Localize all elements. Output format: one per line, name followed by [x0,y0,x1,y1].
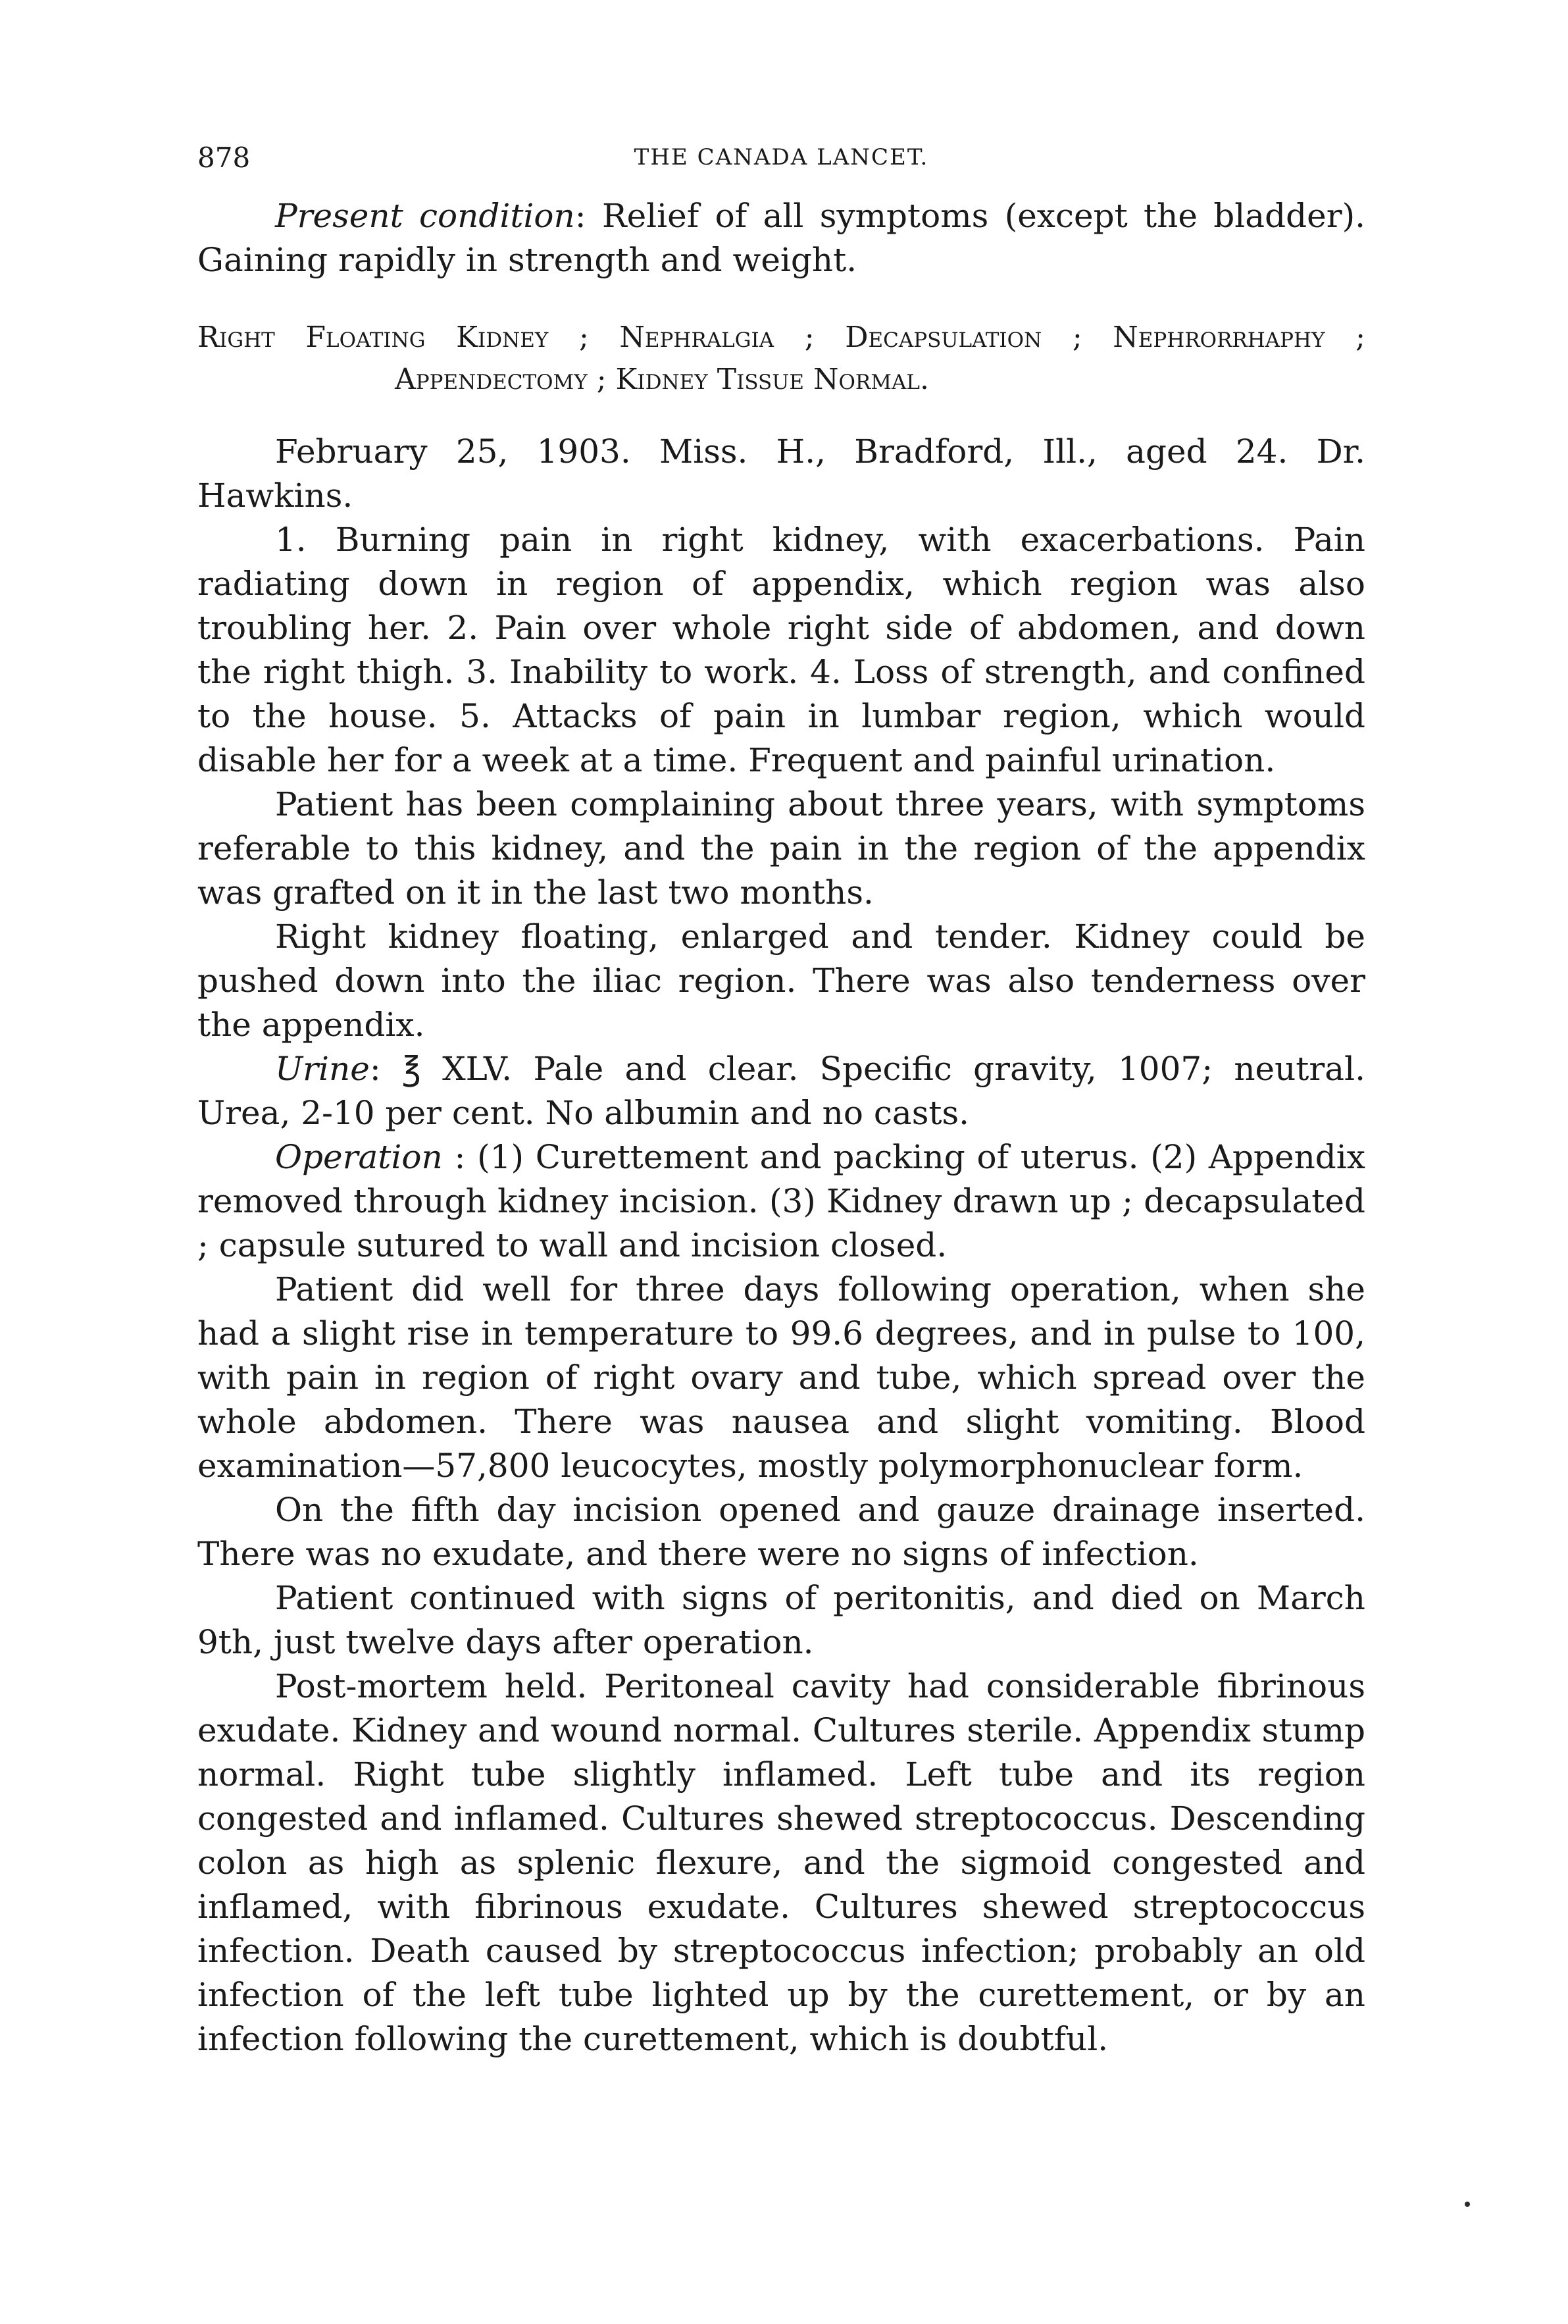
page-number: 878 [197,142,251,174]
case-heading: Right Floating Kidney ; Nephralgia ; Decapsulation ; Nephrorrhaphy ; Appendectomy ; Kidney Tissue Normal. [197,321,1365,396]
urine-text: : ℥ XLV. Pale and clear. Specific gravity, 1007; neutral. Urea, 2-10 per cent. No albumin and no casts. [197,1050,1365,1132]
operation-label: Operation [275,1138,443,1176]
page-header [197,142,1365,194]
fifth-day-paragraph: On the fifth day incision opened and gauze drainage inserted. There was no exudate, and there were no signs of infection. [197,1491,1365,1573]
date-line: February 25, 1903. Miss. H., Bradford, Ill., aged 24. Dr. Hawkins. [197,432,1365,515]
symptoms-paragraph: 1. Burning pain in right kidney, with exacerbations. Pain radiating down in region of appendix, which region was also troubling her. 2. Pain over whole right side of abdomen, and down the right thigh. 3. Inability to work. 4. Loss of strength, and confined to the house. 5. Attacks of pain in lumbar region, which would disable her for a week at a time. Frequent and painful urination. [197,521,1365,779]
page [197,142,1365,2061]
present-condition-label: Present condition [275,197,575,235]
death-paragraph: Patient continued with signs of peritonitis, and died on March 9th, just twelve days after operation. [197,1579,1365,1661]
post-op-paragraph: Patient did well for three days following operation, when she had a slight rise in temperature to 99.6 degrees, and in pulse to 100, with pain in region of right ovary and tube, which spread over the whole abdomen. There was nausea and slight vomiting. Blood examination—57,800 leucocytes, mostly polymorphonuclear form. [197,1270,1365,1485]
operation-paragraph [197,1135,1365,1268]
exam-paragraph: Right kidney floating, enlarged and tender. Kidney could be pushed down into the iliac region. There was also tenderness over the appendix. [197,917,1365,1044]
present-condition-paragraph [197,194,1365,282]
operation-text: : (1) Curettement and packing of uterus. (2) Appendix removed through kidney incision. (3) Kidney drawn up ; decapsulated ; capsule sutured to wall and incision closed. [197,1138,1365,1264]
stray-dot-mark [1465,2202,1470,2207]
urine-label: Urine [275,1050,370,1088]
post-mortem-paragraph: Post-mortem held. Peritoneal cavity had considerable fibrinous exudate. Kidney and wound normal. Cultures sterile. Appendix stump normal. Right tube slightly inflamed. Left tube and its region congested and inflamed. Cultures shewed streptococcus. Descending colon as high as splenic flexure, and the sigmoid congested and inflamed, with fibrinous exudate. Cultures shewed streptococcus infection. Death caused by streptococcus infection; probably an old infection of the left tube lighted up by the curettement, or by an infection following the curettement, which is doubtful. [197,1667,1365,2058]
history-paragraph: Patient has been complaining about three years, with symptoms referable to this kidney, and the pain in the region of the appendix was grafted on it in the last two months. [197,785,1365,912]
running-head: THE CANADA LANCET. [634,144,929,170]
urine-paragraph [197,1047,1365,1135]
present-condition-text: : Relief of all symptoms (except the bladder). Gaining rapidly in strength and weight. [197,197,1365,279]
